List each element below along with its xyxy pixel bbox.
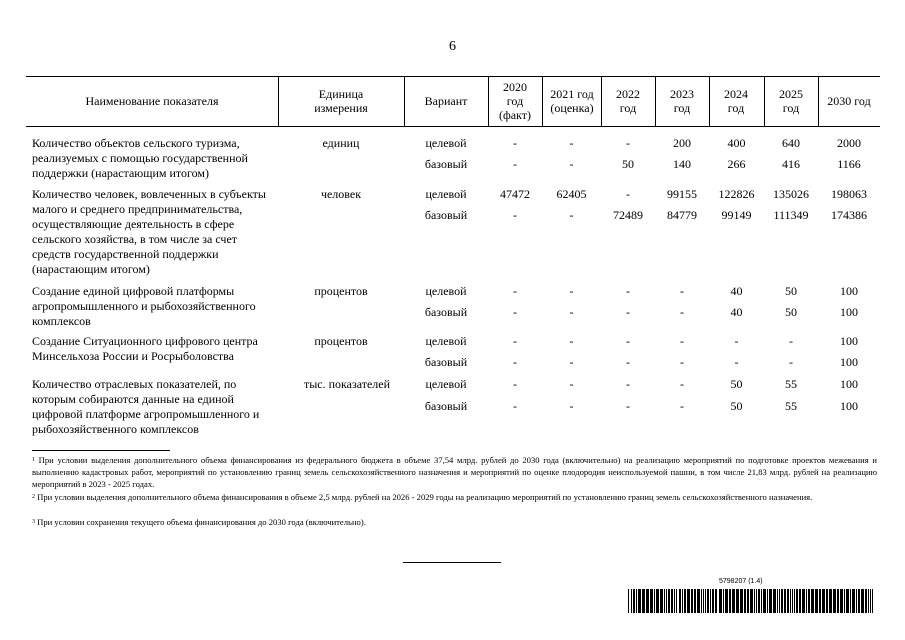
- table-cell: -: [513, 305, 517, 319]
- table-cell: 40: [730, 284, 743, 298]
- table-cell: -: [513, 377, 517, 391]
- variant-label: целевой: [425, 187, 467, 201]
- table-cell: 140: [673, 157, 691, 171]
- table-cell: -: [569, 305, 574, 319]
- header-year-2023: 2023 год: [670, 87, 694, 115]
- table-cell: -: [680, 377, 684, 391]
- row-5-name: Количество отраслевых показателей, по которым собираются данные на единой цифровой платформе агропромышленного и рыбохозяйственного комплексов: [32, 377, 260, 436]
- column-divider: [764, 76, 765, 126]
- header-name: Наименование показателя: [85, 94, 219, 108]
- header-year-2021: 2021 год (оценка): [550, 87, 594, 115]
- table-cell: 99155: [667, 187, 697, 201]
- variant-label: базовый: [424, 399, 468, 413]
- table-cell: 50: [785, 284, 797, 298]
- table-cell: 40: [730, 305, 743, 319]
- table-cell: -: [626, 355, 630, 369]
- page-number: 6: [449, 39, 456, 54]
- header-unit: Единица измерения: [314, 87, 368, 115]
- table-cell: -: [569, 136, 574, 150]
- table-cell: 100: [840, 284, 858, 298]
- header-year-2030: 2030 год: [827, 94, 871, 108]
- column-divider: [601, 76, 602, 126]
- table-cell: 198063: [831, 187, 867, 201]
- end-separator: [403, 562, 501, 563]
- row-1-name: Количество объектов сельского туризма, реализуемых с помощью государственной поддержки (нарастающим итогом): [32, 136, 248, 180]
- table-cell: -: [626, 399, 630, 413]
- table-cell: 55: [785, 377, 797, 391]
- column-divider: [542, 76, 543, 126]
- table-cell: 1166: [837, 157, 861, 171]
- table-cell: -: [513, 355, 517, 369]
- variant-label: базовый: [424, 157, 468, 171]
- footnote-2: [32, 491, 877, 503]
- table-cell: -: [626, 136, 630, 150]
- table-cell: 2000: [837, 136, 861, 150]
- table-cell: 47472: [500, 187, 530, 201]
- table-cell: -: [513, 334, 517, 348]
- table-cell: 100: [840, 355, 858, 369]
- column-divider: [488, 76, 489, 126]
- footnote-3: [32, 516, 877, 528]
- table-cell: -: [569, 334, 574, 348]
- variant-label: целевой: [425, 284, 467, 298]
- table-cell: 416: [782, 157, 800, 171]
- footnote-mark: 1: [32, 457, 35, 463]
- row-1-unit: единиц: [322, 136, 360, 150]
- table-cell: -: [789, 355, 793, 369]
- table-cell: -: [680, 355, 684, 369]
- table-cell: -: [680, 399, 684, 413]
- row-4-unit: процентов: [314, 334, 368, 348]
- variant-label: целевой: [425, 334, 467, 348]
- row-2-unit: человек: [320, 187, 362, 201]
- table-cell: 200: [673, 136, 691, 150]
- footnote-text: При условии сохранения текущего объема финансирования до 2030 года (включительно).: [37, 517, 366, 527]
- table-cell: 135026: [773, 187, 809, 201]
- table-cell: -: [626, 377, 630, 391]
- row-3-unit: процентов: [314, 284, 368, 298]
- table-cell: 100: [840, 334, 858, 348]
- variant-label: базовый: [424, 305, 468, 319]
- table-cell: -: [569, 208, 574, 222]
- column-divider: [655, 76, 656, 126]
- row-5-unit: тыс. показателей: [303, 377, 391, 391]
- table-cell: -: [626, 334, 630, 348]
- table-cell: 400: [727, 136, 746, 150]
- table-cell: -: [513, 284, 517, 298]
- variant-label: целевой: [425, 136, 467, 150]
- variant-label: базовый: [424, 208, 468, 222]
- table-cell: -: [680, 284, 684, 298]
- table-cell: -: [626, 187, 630, 201]
- header-year-2022: 2022 год: [616, 87, 640, 115]
- table-cell: -: [513, 157, 517, 171]
- barcode-image: [628, 589, 876, 613]
- header-year-2020: 2020 год (факт): [498, 80, 531, 122]
- table-cell: 640: [782, 136, 800, 150]
- row-2-name: Количество человек, вовлеченных в субъекты малого и среднего предпринимательства, осуществляющие деятельность в сфере сельского хозяйства, в том числе за счет средств государственной поддержки (нарастающим итогом): [32, 187, 266, 276]
- table-cell: 111349: [773, 208, 809, 222]
- table-cell: 50: [785, 305, 797, 319]
- row-4-name: Создание Ситуационного цифрового центра Минсельхоза России и Росрыболовства: [32, 334, 258, 363]
- column-divider: [709, 76, 710, 126]
- table-cell: -: [569, 399, 574, 413]
- footnote-mark: 3: [32, 519, 35, 525]
- table-cell: 100: [840, 399, 858, 413]
- table-cell: 62405: [556, 187, 587, 201]
- table-cell: 55: [785, 399, 797, 413]
- table-cell: 99149: [721, 208, 752, 222]
- table-cell: -: [680, 334, 684, 348]
- table-cell: 100: [840, 305, 858, 319]
- table-cell: 100: [840, 377, 858, 391]
- barcode-label: 5798207 (1.4): [719, 578, 763, 585]
- table-cell: 50: [730, 399, 743, 413]
- footnote-separator: [32, 450, 170, 451]
- table-cell: 50: [622, 157, 634, 171]
- table-cell: 122826: [718, 187, 755, 201]
- table-cell: -: [513, 136, 517, 150]
- footnote-text: При условии выделения дополнительного объема финансирования из федерального бюджета в объеме 37,54 млрд. рублей до 2030 года (включительно) на реализацию мероприятий по подготовке проектов межевания и выполнению кадастровых работ, мероприятий по установлению границ земель сельскохозяйственного назначения и мероприятий по оценке плодородия неиспользуемой пашни, в том числе 21,83 млрд. рублей на реализацию мероприятий в 2023 - 2025 годах.: [32, 455, 877, 489]
- footnote-mark: 2: [32, 494, 35, 500]
- footnote-1: [32, 454, 877, 490]
- table-cell: -: [569, 377, 574, 391]
- table-cell: -: [626, 284, 630, 298]
- table-cell: 50: [730, 377, 743, 391]
- header-year-2025: 2025 год: [779, 87, 803, 115]
- variant-label: базовый: [424, 355, 468, 369]
- table-header-rule: [26, 126, 880, 127]
- table-cell: -: [680, 305, 684, 319]
- table-cell: -: [789, 334, 793, 348]
- table-cell: -: [569, 157, 574, 171]
- table-cell: -: [734, 355, 739, 369]
- table-cell: -: [569, 355, 574, 369]
- footnote-text: При условии выделения дополнительного объема финансирования в объеме 2,5 млрд. рублей на 2026 - 2029 годы на реализацию мероприятий по установлению границ земель сельскохозяйственного назначения.: [37, 492, 813, 502]
- table-cell: -: [626, 305, 630, 319]
- table-cell: 174386: [831, 208, 867, 222]
- table-cell: 266: [727, 157, 746, 171]
- header-year-2024: 2024 год: [724, 87, 748, 115]
- row-3-name: Создание единой цифровой платформы агропромышленного и рыбохозяйственного комплексов: [32, 284, 256, 328]
- table-cell: 72489: [613, 208, 643, 222]
- table-cell: -: [513, 208, 517, 222]
- table-cell: -: [569, 284, 574, 298]
- header-variant: Вариант: [424, 94, 468, 108]
- table-cell: -: [734, 334, 739, 348]
- table-cell: -: [513, 399, 517, 413]
- table-cell: 84779: [667, 208, 697, 222]
- variant-label: целевой: [425, 377, 467, 391]
- column-divider: [278, 76, 279, 126]
